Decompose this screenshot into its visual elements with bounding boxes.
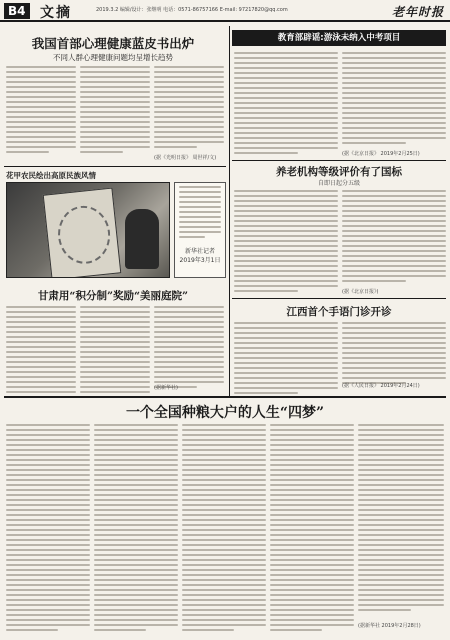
bottom-body-col-4	[270, 424, 354, 634]
column-rule	[229, 26, 230, 398]
lead-body-col-2	[80, 66, 150, 156]
elderly-body-col-1	[234, 190, 338, 295]
education-body-col-2	[342, 52, 446, 147]
bottom-body-col-2	[94, 424, 178, 634]
gansu-headline: 甘肃用“积分制”奖励“美丽庭院”	[37, 290, 189, 302]
elderly-headline: 养老机构等级评价有了国标	[276, 166, 402, 178]
divider	[232, 160, 446, 161]
jiangxi-body-col-2	[342, 322, 446, 387]
masthead	[0, 0, 450, 22]
lead-body-col-3	[154, 66, 224, 151]
divider	[232, 298, 446, 299]
gansu-byline: (据新华社)	[154, 385, 178, 391]
education-body-col-1	[234, 52, 338, 157]
gansu-body-col-1	[6, 306, 76, 401]
jiangxi-body-col-1	[234, 322, 338, 397]
elderly-subhead: 自即日起分五级	[317, 180, 360, 187]
painting-photo	[6, 182, 170, 278]
lead-subhead: 不同人群心理健康问题均呈增长趋势	[53, 53, 173, 62]
bottom-byline: (据新华社 2019年2月28日)	[358, 623, 421, 629]
gansu-body-col-2	[80, 306, 150, 401]
photo-credit: 新华社记者 2019年3月1日	[179, 248, 221, 264]
bottom-body-col-3	[182, 424, 266, 634]
editor-line: 2019.3.2 编辑/设计：张继明 电话：0571-86757166 E-mail: 97217820@qq.com	[96, 7, 288, 13]
bottom-headline: 一个全国种粮大户的人生“四梦”	[125, 405, 325, 421]
bottom-body-col-1	[6, 424, 90, 634]
page-number: B4	[4, 3, 30, 19]
gansu-body-col-3	[154, 306, 224, 391]
lead-headline: 我国首部心理健康蓝皮书出炉	[31, 36, 195, 51]
photo-description-box	[174, 182, 226, 278]
divider	[4, 396, 446, 398]
painting-canvas	[43, 188, 122, 278]
paper-name: 老年时报	[391, 5, 444, 19]
bottom-body-col-5	[358, 424, 444, 614]
painter-figure	[125, 209, 159, 269]
lead-byline: (据《光明日报》 周世祥/文)	[154, 155, 217, 161]
photo-description-text	[179, 186, 221, 238]
elderly-body-col-2	[342, 190, 446, 285]
education-headline: 教育部辟谣:游泳未纳入中考项目	[232, 30, 446, 46]
divider	[4, 166, 226, 167]
section-name: 文摘	[40, 5, 72, 21]
photo-caption: 花甲农民绘出高原民族风情	[6, 171, 96, 180]
jiangxi-byline: (据《人民日报》 2019年2月24日)	[342, 383, 420, 389]
jiangxi-headline: 江西首个手语门诊开诊	[286, 306, 392, 318]
education-byline: (据《北京日报》 2019年2月25日)	[342, 151, 420, 157]
lead-body-col-1	[6, 66, 76, 156]
elderly-byline: (据《北京日报》)	[342, 289, 379, 295]
